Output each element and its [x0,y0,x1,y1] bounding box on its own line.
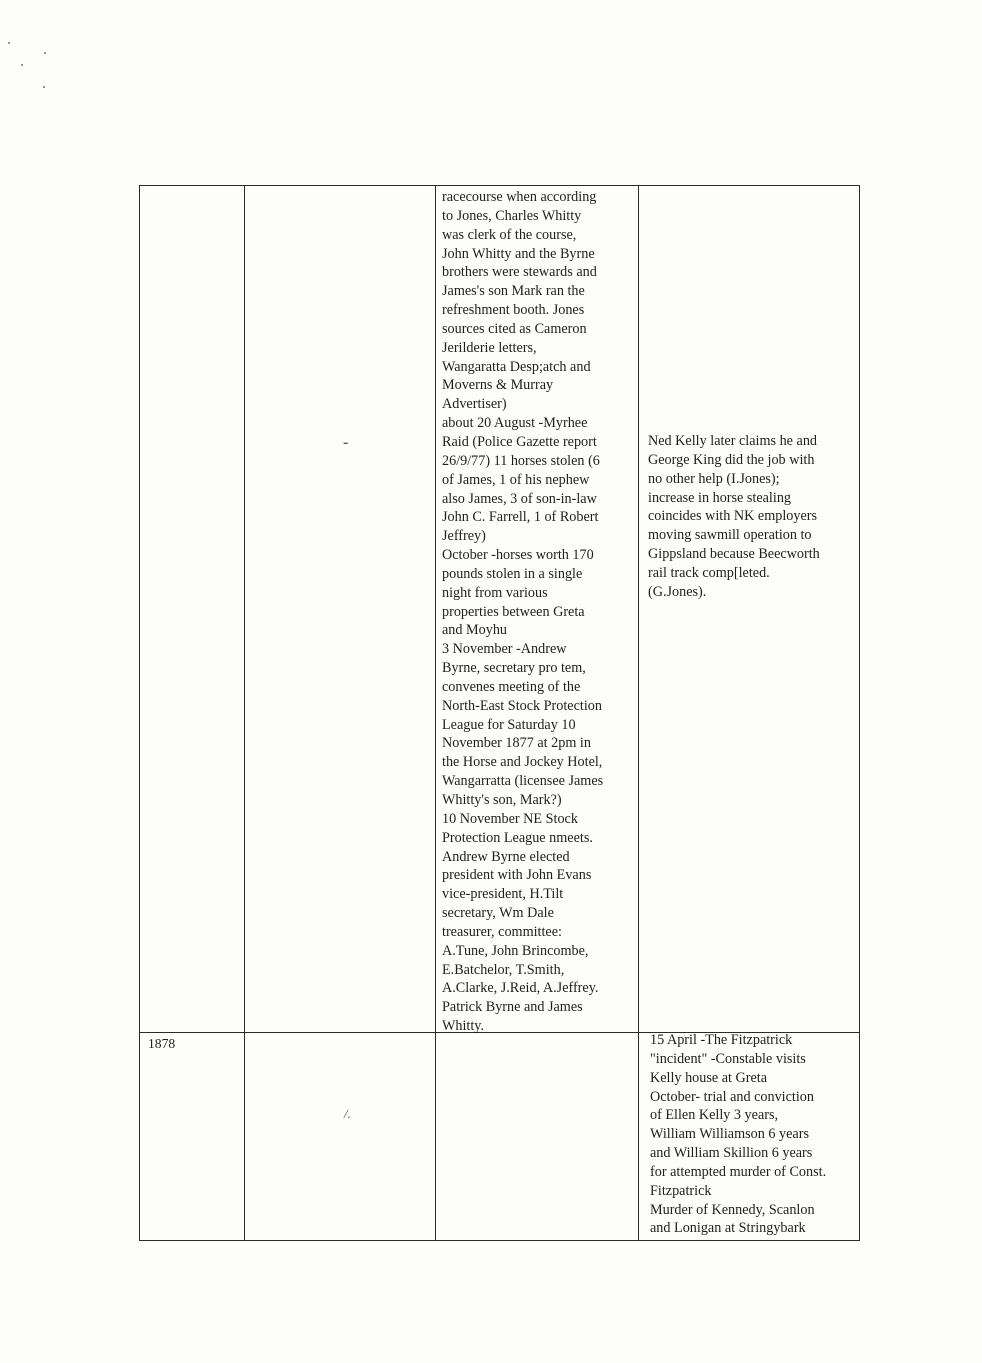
row1-comments-cell: Ned Kelly later claims he and George King did the job with no other help (I.Jones); increase in horse stealing coincides with NK employers moving sawmill operation to Gippsland because Beecworth rail track comp[leted. (G.Jones). [648,433,820,600]
row1-column2-mark: - [343,434,349,451]
scan-speck [8,42,10,44]
row2-year-cell: 1878 [148,1036,176,1051]
column-divider [435,186,436,1240]
row2-column2-mark: /. [344,1106,351,1121]
column-divider [638,186,639,1240]
column-divider [244,186,245,1240]
scan-speck [44,52,46,54]
row2-comments-cell: 15 April -The Fitzpatrick "incident" -Constable visits Kelly house at Greta October- trial and conviction of Ellen Kelly 3 years, William Williamson 6 years and William Skillion 6 years for attempted murder of Const. Fitzpatrick Murder of Kennedy, Scanlon and Lonigan at Stringybark [650,1032,827,1237]
scan-speck [43,86,45,88]
scan-speck [21,64,23,66]
chronology-table [139,185,860,1241]
row1-events-cell: racecourse when according to Jones, Charles Whitty was clerk of the course, John Whitty and the Byrne brothers were stewards and James's son Mark ran the refreshment booth. Jones sources cited as Cameron Jerilderie letters, Wangaratta Desp;atch and Moverns & Murray Advertiser) about 20 August -Myrhee Raid (Police Gazette report 26/9/77) 11 horses stolen (6 of James, 1 of his nephew also James, 3 of son-in-law John C. Farrell, 1 of Robert Jeffrey) October -horses worth 170 pounds stolen in a single night from various properties between Greta and Moyhu 3 November -Andrew Byrne, secretary pro tem, convenes meeting of the North-East Stock Protection League for Saturday 10 November 1877 at 2pm in the Horse and Jockey Hotel, Wangarratta (licensee James Whitty's son, Mark?) 10 November NE Stock Protection League nmeets. Andrew Byrne elected president with John Evans vice-president, H.Tilt secretary, Wm Dale treasurer, committee: A.Tune, John Brincombe, E.Batchelor, T.Smith, A.Clarke, J.Reid, A.Jeffrey. Patrick Byrne and James Whitty. [442,189,604,1035]
